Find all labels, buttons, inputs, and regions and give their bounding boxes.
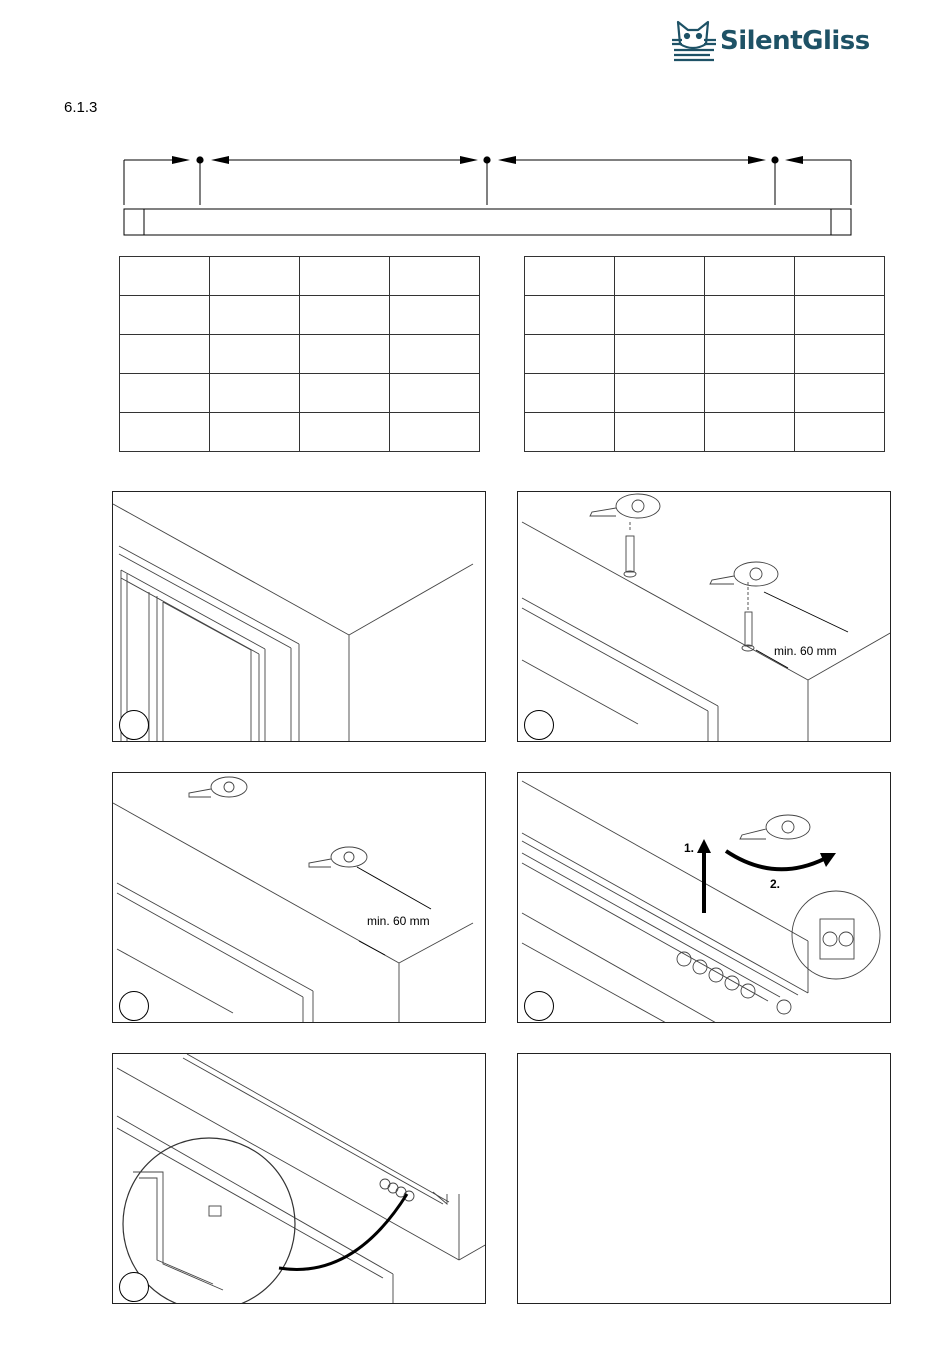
spacing-table-left [119, 256, 480, 452]
section-number: 6.1.3 [64, 99, 98, 116]
bracket-marker [196, 156, 203, 163]
illustration-step-5 [112, 1053, 486, 1304]
step-marker [524, 991, 554, 1021]
illustration-step-4 [517, 772, 891, 1023]
cat-icon [670, 14, 718, 70]
rail-dimension-diagram [110, 145, 870, 245]
spacing-table-right [524, 256, 885, 452]
illustration-step-1 [112, 491, 486, 742]
step-marker [119, 1272, 149, 1302]
step-marker [524, 710, 554, 740]
illustration-step-3 [112, 772, 486, 1023]
illustration-step-2 [517, 491, 891, 742]
bracket-marker [771, 156, 778, 163]
silentgliss-logo [670, 14, 900, 70]
brand-name: SilentGliss [720, 26, 870, 56]
arrow-label-1: 1. [684, 841, 695, 855]
dimension-label: min. 60 mm [774, 644, 837, 658]
dimension-label: min. 60 mm [367, 914, 430, 928]
bracket-marker [483, 156, 490, 163]
arrow-label-2: 2. [770, 877, 781, 891]
illustration-empty [517, 1053, 891, 1304]
step-marker [119, 991, 149, 1021]
step-marker [119, 710, 149, 740]
